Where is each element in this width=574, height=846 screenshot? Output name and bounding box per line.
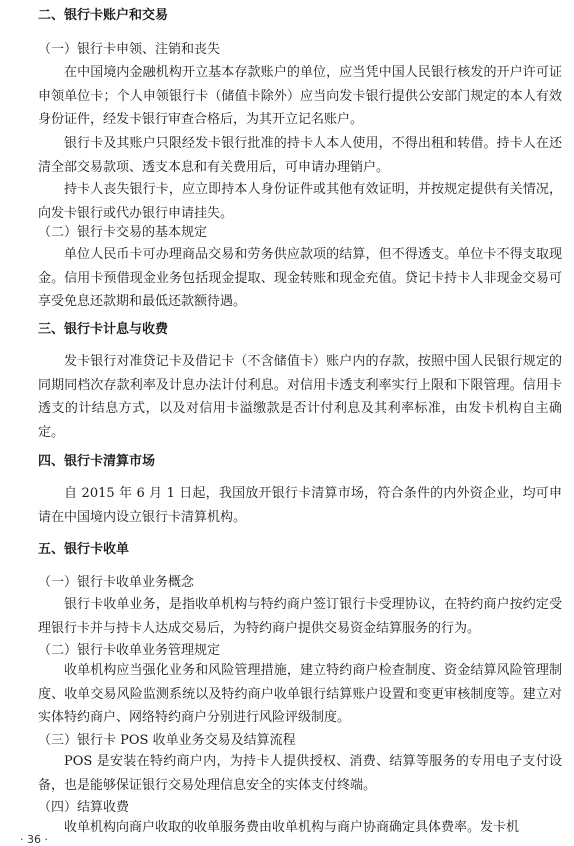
subsection-heading-5-1: （一）银行卡收单业务概念 [38,575,195,590]
paragraph-3-1: 发卡银行对准贷记卡及借记卡（不含储值卡）账户内的存款，按照中国人民银行规定的同期同档次存款利率及计息办法计付利息。对信用卡透支利率实行上限和下限管理。信用卡透支的计结息方式，以及对信用卡溢缴款是否计付利息及其利率标准，由发卡机构自主确定。 [38,354,562,440]
paragraph-2-2-1: 单位人民币卡可办理商品交易和劳务供应款项的结算，但不得透支。单位卡不得支取现金。信用卡预借现金业务包括现金提取、现金转账和现金充值。贷记卡持卡人非现金交易可享受免息还款期和最低还款额待遇。 [38,247,562,310]
paragraph-5-3-1: POS 是安装在特约商户内，为持卡人提供授权、消费、结算等服务的专用电子支付设备，也是能够保证银行交易处理信息安全的实体支付终端。 [38,754,562,793]
paragraph-5-1-1: 银行卡收单业务，是指收单机构与特约商户签订银行卡受理协议，在特约商户按约定受理银行卡并与持卡人达成交易后，为特约商户提供交易资金结算服务的行为。 [38,597,562,636]
paragraph-5-2-1: 收单机构应当强化业务和风险管理措施，建立特约商户检查制度、资金结算风险管理制度、收单交易风险监测系统以及特约商户收单银行结算账户设置和变更审核制度等。建立对实体特约商户、网络特约商户分别进行风险评级制度。 [38,663,562,726]
paragraph-4-1: 自 2015 年 6 月 1 日起，我国放开银行卡清算市场，符合条件的内外资企业，均可申请在中国境内设立银行卡清算机构。 [38,486,562,525]
subsection-heading-2-2: （二）银行卡交易的基本规定 [38,225,208,240]
subsection-heading-5-2: （二）银行卡收单业务管理规定 [38,643,221,658]
section-heading-2: 二、银行卡账户和交易 [38,8,169,23]
paragraph-2-1-1: 在中国境内金融机构开立基本存款账户的单位，应当凭中国人民银行核发的开户许可证申领单位卡；个人申领银行卡（储值卡除外）应当向发卡银行提供公安部门规定的本人有效身份证件，经发卡银行审查合格后，为其开立记名账户。 [38,65,562,128]
paragraph-2-1-2: 银行卡及其账户只限经发卡银行批准的持卡人本人使用，不得出租和转借。持卡人在还清全部交易款项、透支本息和有关费用后，可申请办理销户。 [38,136,562,175]
subsection-heading-5-3: （三）银行卡 POS 收单业务交易及结算流程 [38,733,296,748]
paragraph-5-4-1: 收单机构向商户收取的收单服务费由收单机构与商户协商确定具体费率。发卡机 [64,820,520,835]
section-heading-5: 五、银行卡收单 [38,542,130,557]
section-heading-4: 四、银行卡清算市场 [38,454,156,469]
subsection-heading-5-4: （四）结算收费 [38,800,130,815]
section-heading-3: 三、银行卡计息与收费 [38,322,169,337]
subsection-heading-2-1: （一）银行卡申领、注销和丧失 [38,42,221,57]
page-number: · 36 · [20,833,48,846]
paragraph-2-1-3: 持卡人丧失银行卡，应立即持本人身份证件或其他有效证明，并按规定提供有关情况，向发卡银行或代办银行申请挂失。 [38,182,562,221]
